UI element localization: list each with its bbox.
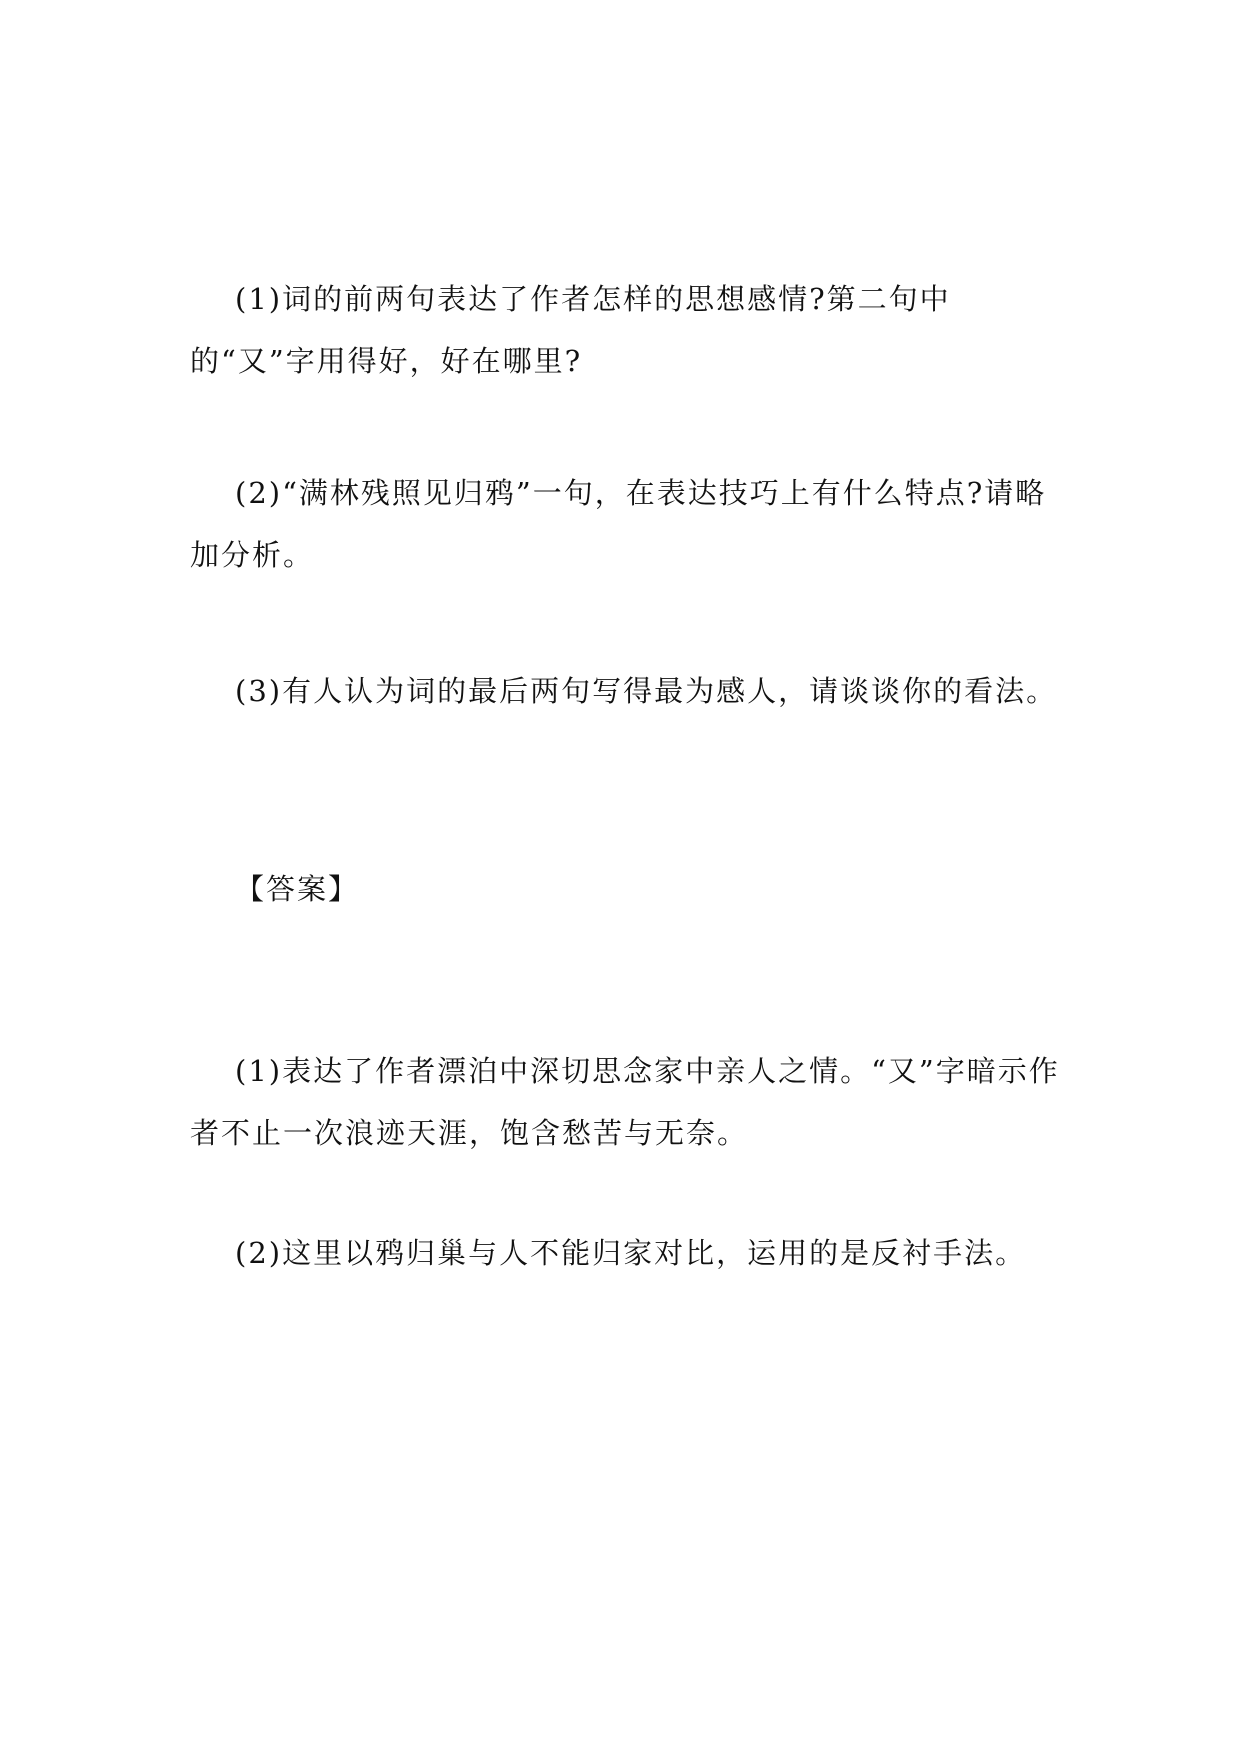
question-1: (1)词的前两句表达了作者怎样的思想感情?第二句中的“又”字用得好，好在哪里? — [190, 282, 951, 378]
answer-heading: 【答案】 — [235, 872, 360, 906]
question-2: (2)“满林残照见归鸦”一句，在表达技巧上有什么特点?请略加分析。 — [190, 476, 1047, 572]
answer-1: (1)表达了作者漂泊中深切思念家中亲人之情。“又”字暗示作者不止一次浪迹天涯，饱含愁苦与无奈。 — [190, 1054, 1060, 1150]
answer-2: (2)这里以鸦归巢与人不能归家对比，运用的是反衬手法。 — [235, 1236, 1027, 1270]
question-3: (3)有人认为词的最后两句写得最为感人，请谈谈你的看法。 — [235, 674, 1058, 708]
